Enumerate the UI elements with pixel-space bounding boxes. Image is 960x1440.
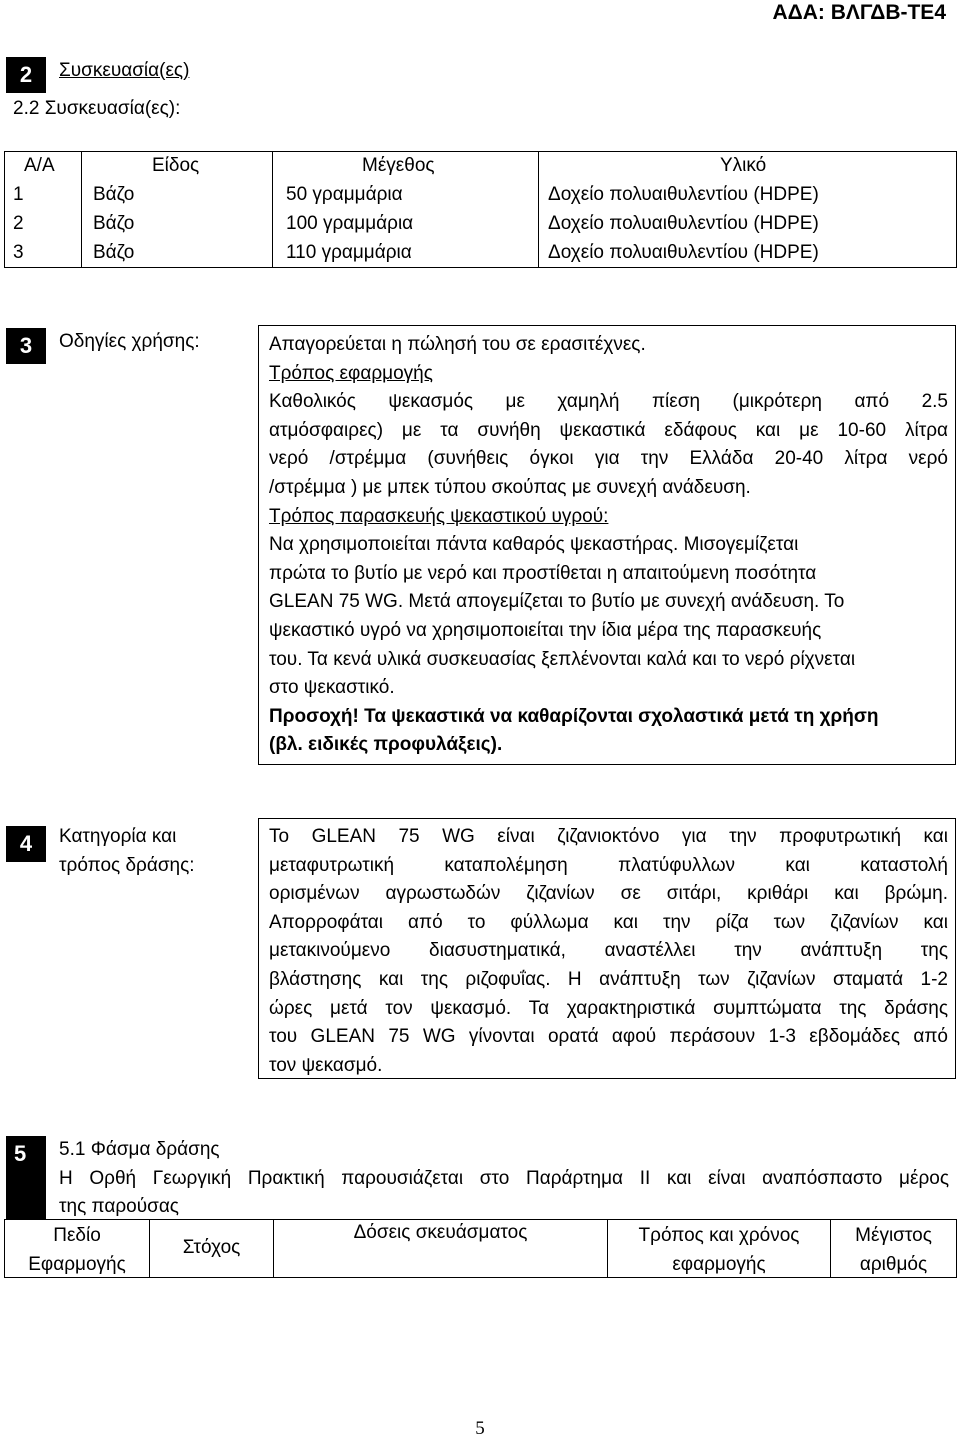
table-cell: 2	[13, 213, 24, 234]
section-2-subtitle: 2.2 Συσκευασία(ες):	[13, 98, 181, 119]
section-2-number: 2	[6, 57, 46, 93]
section-3-label: Οδηγίες χρήσης:	[59, 331, 200, 352]
col-header-text: αριθμός	[859, 1253, 928, 1275]
warning-line: Προσοχή! Τα ψεκαστικά να καθαρίζονται σχολαστικά μετά τη χρήση	[269, 705, 879, 727]
action-line: Απορροφάται από το φύλλωμα και την ρίζα των ζιζανίων και	[269, 911, 948, 933]
preparation-heading: Τρόπος παρασκευής ψεκαστικού υγρού:	[269, 505, 609, 527]
col-header-aa: Α/Α	[24, 155, 55, 176]
table-cell: 110 γραμμάρια	[286, 242, 412, 263]
usage-line: Απαγορεύεται η πώλησή του σε ερασιτέχνες.	[269, 334, 646, 355]
col-header-text: Πεδίο	[53, 1225, 101, 1246]
application-method-heading: Τρόπος εφαρμογής	[269, 362, 433, 384]
table-cell: Βάζο	[93, 213, 135, 234]
col-header-text: εφαρμογής	[672, 1253, 766, 1275]
table-cell: 100 γραμμάρια	[286, 213, 414, 234]
usage-line: στο ψεκαστικό.	[269, 677, 395, 699]
usage-line: ατμόσφαιρες) με τα συνήθη ψεκαστικά εδάφους και με 10-60 λίτρα	[269, 419, 948, 441]
col-header-target: Στόχος	[182, 1237, 241, 1258]
table-cell: Δοχείο πολυαιθυλεντίου (HDPE)	[548, 184, 819, 205]
action-line: τον ψεκασμό.	[269, 1054, 383, 1076]
usage-line: πρώτα το βυτίο με νερό και προστίθεται η απαιτούμενη ποσότητα	[269, 562, 817, 584]
table-cell: 1	[13, 184, 24, 205]
usage-line: ψεκαστικό υγρό να χρησιμοποιείται την ίδια μέρα της παρασκευής	[269, 619, 822, 641]
usage-line: /στρέμμα ) με μπεκ τύπου σκούπας με συνεχή ανάδευση.	[269, 476, 751, 498]
usage-instructions-text	[269, 331, 948, 760]
table-cell: 3	[13, 242, 24, 263]
ada-code: ΑΔΑ: ΒΛΓΔΒ-ΤΕ4	[772, 1, 946, 24]
col-header-doses: Δόσεις σκευάσματος	[353, 1222, 528, 1243]
section-4-label-line: Κατηγορία και	[59, 826, 177, 847]
mode-of-action-text	[269, 823, 948, 1080]
section-2-title: Συσκευασία(ες)	[59, 60, 190, 81]
action-line: ώρες μετά τον ψεκασμό. Τα χαρακτηριστικά συμπτώματα της δράσης	[269, 997, 948, 1019]
table-cell: Βάζο	[93, 184, 135, 205]
section-5-intro-line: Η Ορθή Γεωργική Πρακτική παρουσιάζεται στο Παράρτημα ΙΙ και είναι αναπόσπαστο μέρος	[59, 1167, 949, 1189]
section-5-intro	[59, 1136, 949, 1222]
usage-line: Να χρησιμοποιείται πάντα καθαρός ψεκαστήρας. Μισογεμίζεται	[269, 534, 799, 556]
action-line: βλάστησης και της ριζοφυΐας. Η ανάπτυξη των ζιζανίων σταματά 1-2	[269, 968, 948, 990]
col-header-max	[831, 1222, 956, 1279]
action-line: του GLEAN 75 WG γίνονται ορατά αφού περάσουν 1-3 εβδομάδες από	[269, 1026, 948, 1048]
table-cell: Δοχείο πολυαιθυλεντίου (HDPE)	[548, 242, 819, 263]
col-header-method	[608, 1222, 830, 1279]
usage-line: του. Τα κενά υλικά συσκευασίας ξεπλένονται καλά και το νερό ρίχνεται	[269, 648, 856, 670]
col-header-text: Εφαρμογής	[28, 1253, 126, 1275]
section-5-number: 5	[6, 1136, 46, 1220]
action-line: ορισμένων αγρωστωδών ζιζανίων σε σιτάρι, κριθάρι και βρώμη.	[269, 883, 948, 905]
usage-line: GLEAN 75 WG. Μετά απογεμίζεται το βυτίο με συνεχή ανάδευση. Το	[269, 591, 845, 613]
col-header-text: Τρόπος και χρόνος	[638, 1225, 800, 1246]
col-header-size: Μέγεθος	[362, 155, 435, 176]
col-header-type: Είδος	[152, 155, 200, 176]
action-line: μεταφυτρωτική καταπολέμηση πλατύφυλλων και καταστολή	[269, 854, 948, 876]
table-cell: 50 γραμμάρια	[286, 184, 403, 205]
col-header-field	[5, 1222, 149, 1279]
section-3-number: 3	[6, 328, 46, 364]
table-cell: Δοχείο πολυαιθυλεντίου (HDPE)	[548, 213, 819, 234]
table-cell: Βάζο	[93, 242, 135, 263]
usage-line: Καθολικός ψεκασμός με χαμηλή πίεση (μικρότερη από 2.5	[269, 391, 948, 413]
col-header-text: Μέγιστος	[855, 1225, 932, 1246]
action-line: Το GLEAN 75 WG είναι ζιζανιοκτόνο για την προφυτρωτική και	[269, 826, 948, 847]
usage-line: νερό /στρέμμα (συνήθεις όγκοι για την Ελλάδα 20-40 λίτρα νερό	[269, 448, 948, 470]
page-number: 5	[475, 1418, 485, 1439]
warning-line: (βλ. ειδικές προφυλάξεις).	[269, 734, 503, 756]
col-header-material: Υλικό	[720, 155, 767, 176]
section-4-label	[59, 823, 195, 880]
section-5-intro-line: της παρούσας	[59, 1196, 179, 1218]
section-4-label-line: τρόπος δράσης:	[59, 854, 195, 876]
action-line: μετακινούμενο διασυστηματικά, αναστέλλει την ανάπτυξη της	[269, 940, 948, 962]
section-5-subtitle: 5.1 Φάσμα δράσης	[59, 1139, 220, 1160]
section-4-number: 4	[6, 826, 46, 862]
